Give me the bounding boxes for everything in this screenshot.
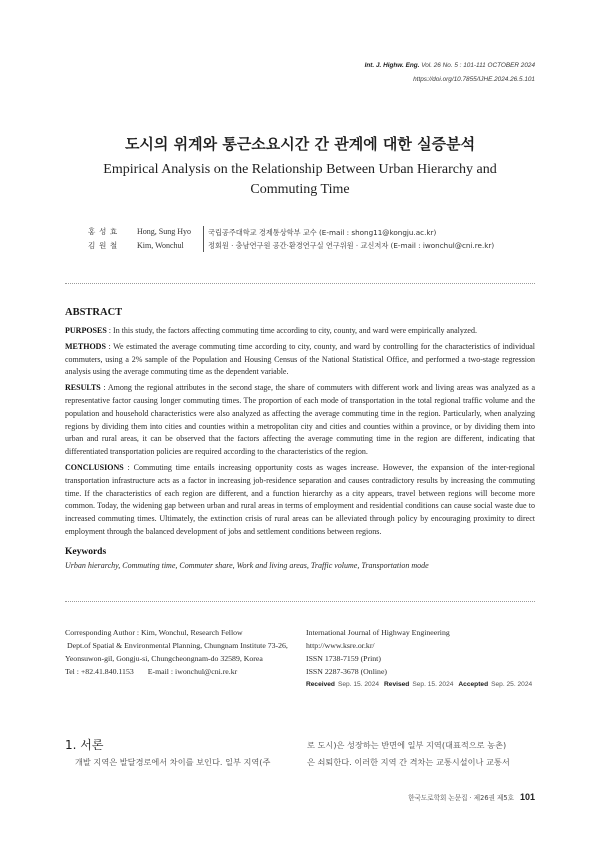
abstract-section [65,306,535,572]
results-text: Among the regional attributes in the second stage, the share of commuters with different work and living areas was analyzed as a representative factor causing longer commuting times. The proportion of each mode of transportation in the total regional traffic volume and the population and household characteristics were also analyzed as affecting the average commuting time in the region. Particularly, when analyzing regions by dividing them into cities and counties within a metropolitan city and cities and counties within a province, or by dividing them into urban and rural areas, it can be observed that the factors affecting the average commuting time in the region are different, indicating that differentiated transportation policies are required according to the characteristics of the region. [65,383,535,456]
author-english-name: Kim, Wonchul [137,241,184,250]
author-department: Dept.of Spatial & Environmental Planning, Chungnam Institute 73-26, [67,641,288,650]
author-affiliations [203,226,494,252]
introduction-line: 로 도시)은 성장하는 반면에 일부 지역(대표적으로 농촌) [307,740,507,750]
volume-info: Vol. 26 No. 5 : 101-111 OCTOBER 2024 [421,62,535,69]
introduction-heading: 1. 서론 [65,738,104,752]
page-footer [408,789,535,805]
journal-info-block [306,626,535,691]
methods-label: METHODS [65,341,106,351]
results-label: RESULTS [65,383,101,393]
conclusions-label: CONCLUSIONS [65,463,124,473]
received-date: Sep. 15. 2024 [337,681,380,688]
doi-link[interactable]: https://doi.org/10.7855/IJHE.2024.26.5.101 [413,76,535,83]
author-tel: Tel : +82.41.840.1153 [65,667,134,676]
dotted-divider [65,601,535,602]
journal-issue: 한국도로학회 논문집 · 제26권 제5호 [408,794,514,802]
issn-online: ISSN 2287-3678 (Online) [306,667,387,676]
purposes-label: PURPOSES [65,325,107,335]
author-contact [65,665,305,678]
abstract-methods [65,341,535,379]
author-row [88,225,203,239]
author-address: Yeonsuwon-gil, Gongju-si, Chungcheongnam-do 32589, Korea [65,654,263,663]
corresponding-author: Corresponding Author : Kim, Wonchul, Research Fellow [65,628,243,637]
abstract-purposes [65,325,535,338]
abstract-results [65,382,535,458]
conclusions-text: Commuting time entails increasing opportunity costs as wages increase. However, the expansion of the inter-regional transportation infrastructure acts as a factor in increasing job-residence separation and causes contradictory results by increasing the commuting time. If the characteristics of each region are different, and a function hierarchy as a city appears, travel between regions will become more common. Today, the widening gap between urban and rural areas in terms of employment and residential conditions can cause social waste due to increased commuting times. Ultimately, the extinction crisis of rural areas can be alleviated through policy by encouraging proximity to direct employment through the balanced development of jobs and settlement conditions between regions. [65,463,535,536]
abstract-heading: ABSTRACT [65,307,123,318]
introduction-line: 은 쇠퇴한다. 이러한 지역 간 격차는 교통시설이나 교통서 [307,757,510,767]
received-label: Received [306,681,335,688]
citation-header [365,59,535,87]
author-affiliation: 국립공주대학교 경제통상학부 교수 (E-mail : shong11@kongju.ac.kr) [208,228,437,237]
author-affiliation: 정회원 · 충남연구원 공간·환경연구실 연구위원 · 교신저자 (E-mail : iwonchul@cni.re.kr) [208,241,495,250]
keywords-heading: Keywords [65,547,107,558]
author-row [88,239,203,253]
submission-dates [306,678,535,691]
journal-url-link[interactable]: http://www.ksre.or.kr/ [306,641,375,650]
author-email: E-mail : iwonchul@cni.re.kr [147,667,238,676]
author-korean-name: 홍 성 효 [88,227,118,236]
label-separator: : [105,341,114,351]
accepted-label: Accepted [458,681,489,688]
english-title: Empirical Analysis on the Relationship Between Urban Hierarchy and Commuting Time [103,162,497,197]
accepted-date: Sep. 25. 2024 [491,681,533,688]
purposes-text: In this study, the factors affecting commuting time according to city, county, and ward were empirically analyzed. [113,325,477,335]
issn-print: ISSN 1738-7159 (Print) [306,654,381,663]
abstract-conclusions [65,462,535,538]
label-separator: : [100,383,108,393]
author-english-name: Hong, Sung Hyo [137,227,192,236]
introduction-right-column [307,737,510,771]
revised-date: Sep. 15. 2024 [412,681,454,688]
label-separator: : [106,325,114,335]
page-number: 101 [519,792,535,802]
introduction-left-column: 개발 지역은 발달경로에서 차이를 보인다. 일부 지역(주 [75,757,271,767]
dotted-divider [65,283,535,284]
revised-label: Revised [384,681,410,688]
keywords-list: Urban hierarchy, Commuting time, Commuter share, Work and living areas, Traffic volume, Transportation mode [65,561,429,571]
author-names [88,225,203,253]
label-separator: : [123,463,134,473]
journal-abbrev: Int. J. Highw. Eng. [364,62,420,69]
journal-name: International Journal of Highway Engineering [306,628,450,637]
methods-text: We estimated the average commuting time according to city, county, and ward by controlling for the characteristics of individual commuters, using a 2% sample of the Population and Housing Census of the National Statistical Office, and performed a two-stage regression analysis using the average commuting time as the dependent variable. [65,341,536,377]
korean-title: 도시의 위계와 통근소요시간 간 관계에 대한 실증분석 [124,135,476,153]
corresponding-author-block [65,626,305,678]
author-korean-name: 김 원 철 [88,241,118,250]
citation-line [365,59,535,73]
